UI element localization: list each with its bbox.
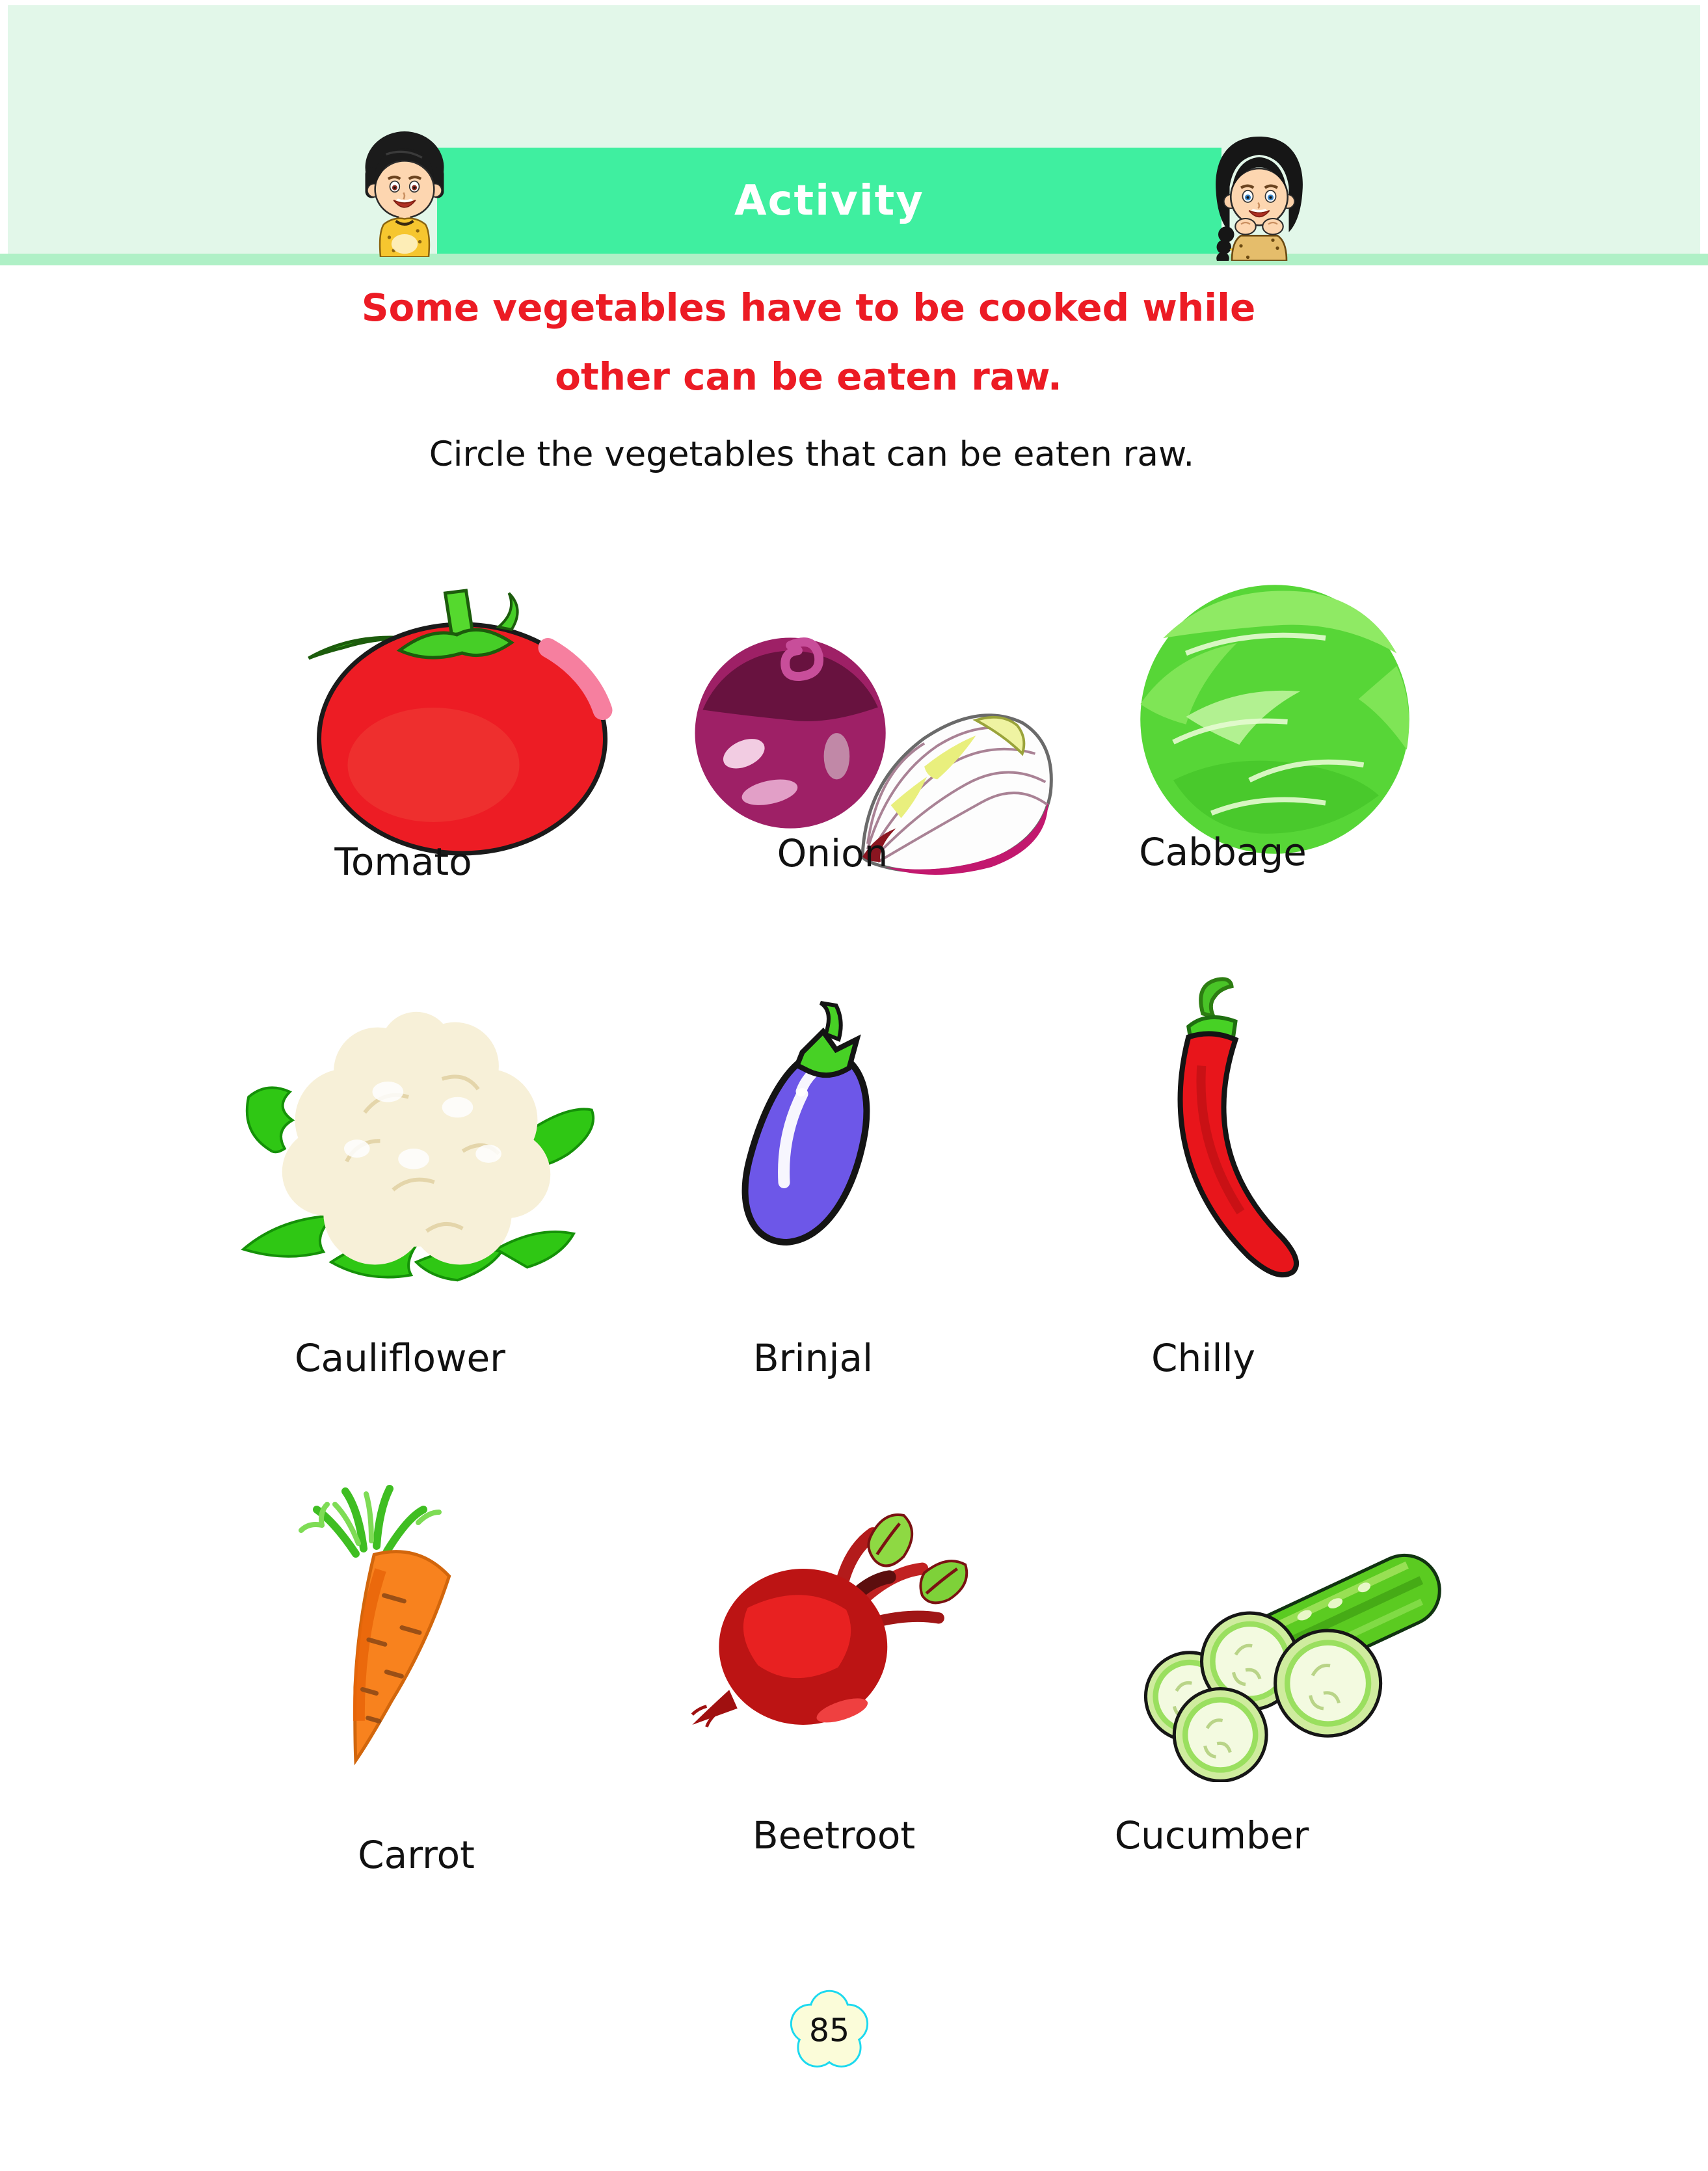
- intro-heading-line1: Some vegetables have to be cooked while: [361, 286, 1256, 330]
- label-chilly: Chilly: [1151, 1336, 1255, 1380]
- cauliflower-illustration: [218, 996, 615, 1303]
- brinjal-illustration: [706, 1000, 930, 1268]
- vegetable-cucumber[interactable]: [1111, 1508, 1444, 1782]
- instruction-text: Circle the vegetables that can be eaten raw.: [429, 434, 1195, 474]
- tomato-illustration: [280, 572, 634, 859]
- label-brinjal: Brinjal: [753, 1336, 874, 1380]
- label-cauliflower: Cauliflower: [294, 1336, 505, 1380]
- intro-heading-line2: other can be eaten raw.: [555, 354, 1062, 399]
- header-bottom-strip: [0, 254, 1708, 265]
- beetroot-illustration: [688, 1508, 976, 1747]
- label-carrot: Carrot: [358, 1833, 475, 1877]
- label-onion: Onion: [777, 831, 888, 875]
- page-number-badge: [784, 1989, 875, 2071]
- vegetable-brinjal[interactable]: [706, 1000, 930, 1268]
- label-tomato: Tomato: [334, 840, 472, 884]
- boy-cartoon: [350, 128, 459, 256]
- activity-banner: [437, 148, 1221, 254]
- page-number: 85: [808, 2012, 850, 2049]
- vegetable-beetroot[interactable]: [688, 1508, 976, 1747]
- page-title: Activity: [734, 176, 924, 225]
- label-cucumber: Cucumber: [1114, 1813, 1309, 1858]
- vegetable-cabbage[interactable]: [1089, 565, 1460, 872]
- vegetable-carrot[interactable]: [283, 1478, 491, 1785]
- label-cabbage: Cabbage: [1139, 830, 1307, 874]
- cucumber-illustration: [1111, 1508, 1444, 1782]
- cabbage-illustration: [1089, 565, 1460, 872]
- label-beetroot: Beetroot: [752, 1813, 916, 1858]
- flower-badge-icon: [784, 1989, 875, 2071]
- chilly-illustration: [1128, 974, 1353, 1320]
- intro-heading: [0, 273, 1662, 411]
- boy-icon: [350, 128, 459, 257]
- girl-cartoon: [1195, 132, 1323, 256]
- vegetable-tomato[interactable]: [280, 572, 634, 859]
- vegetable-cauliflower[interactable]: [218, 996, 615, 1303]
- carrot-illustration: [283, 1478, 491, 1785]
- vegetable-chilly[interactable]: [1128, 974, 1353, 1320]
- girl-icon: [1195, 132, 1323, 261]
